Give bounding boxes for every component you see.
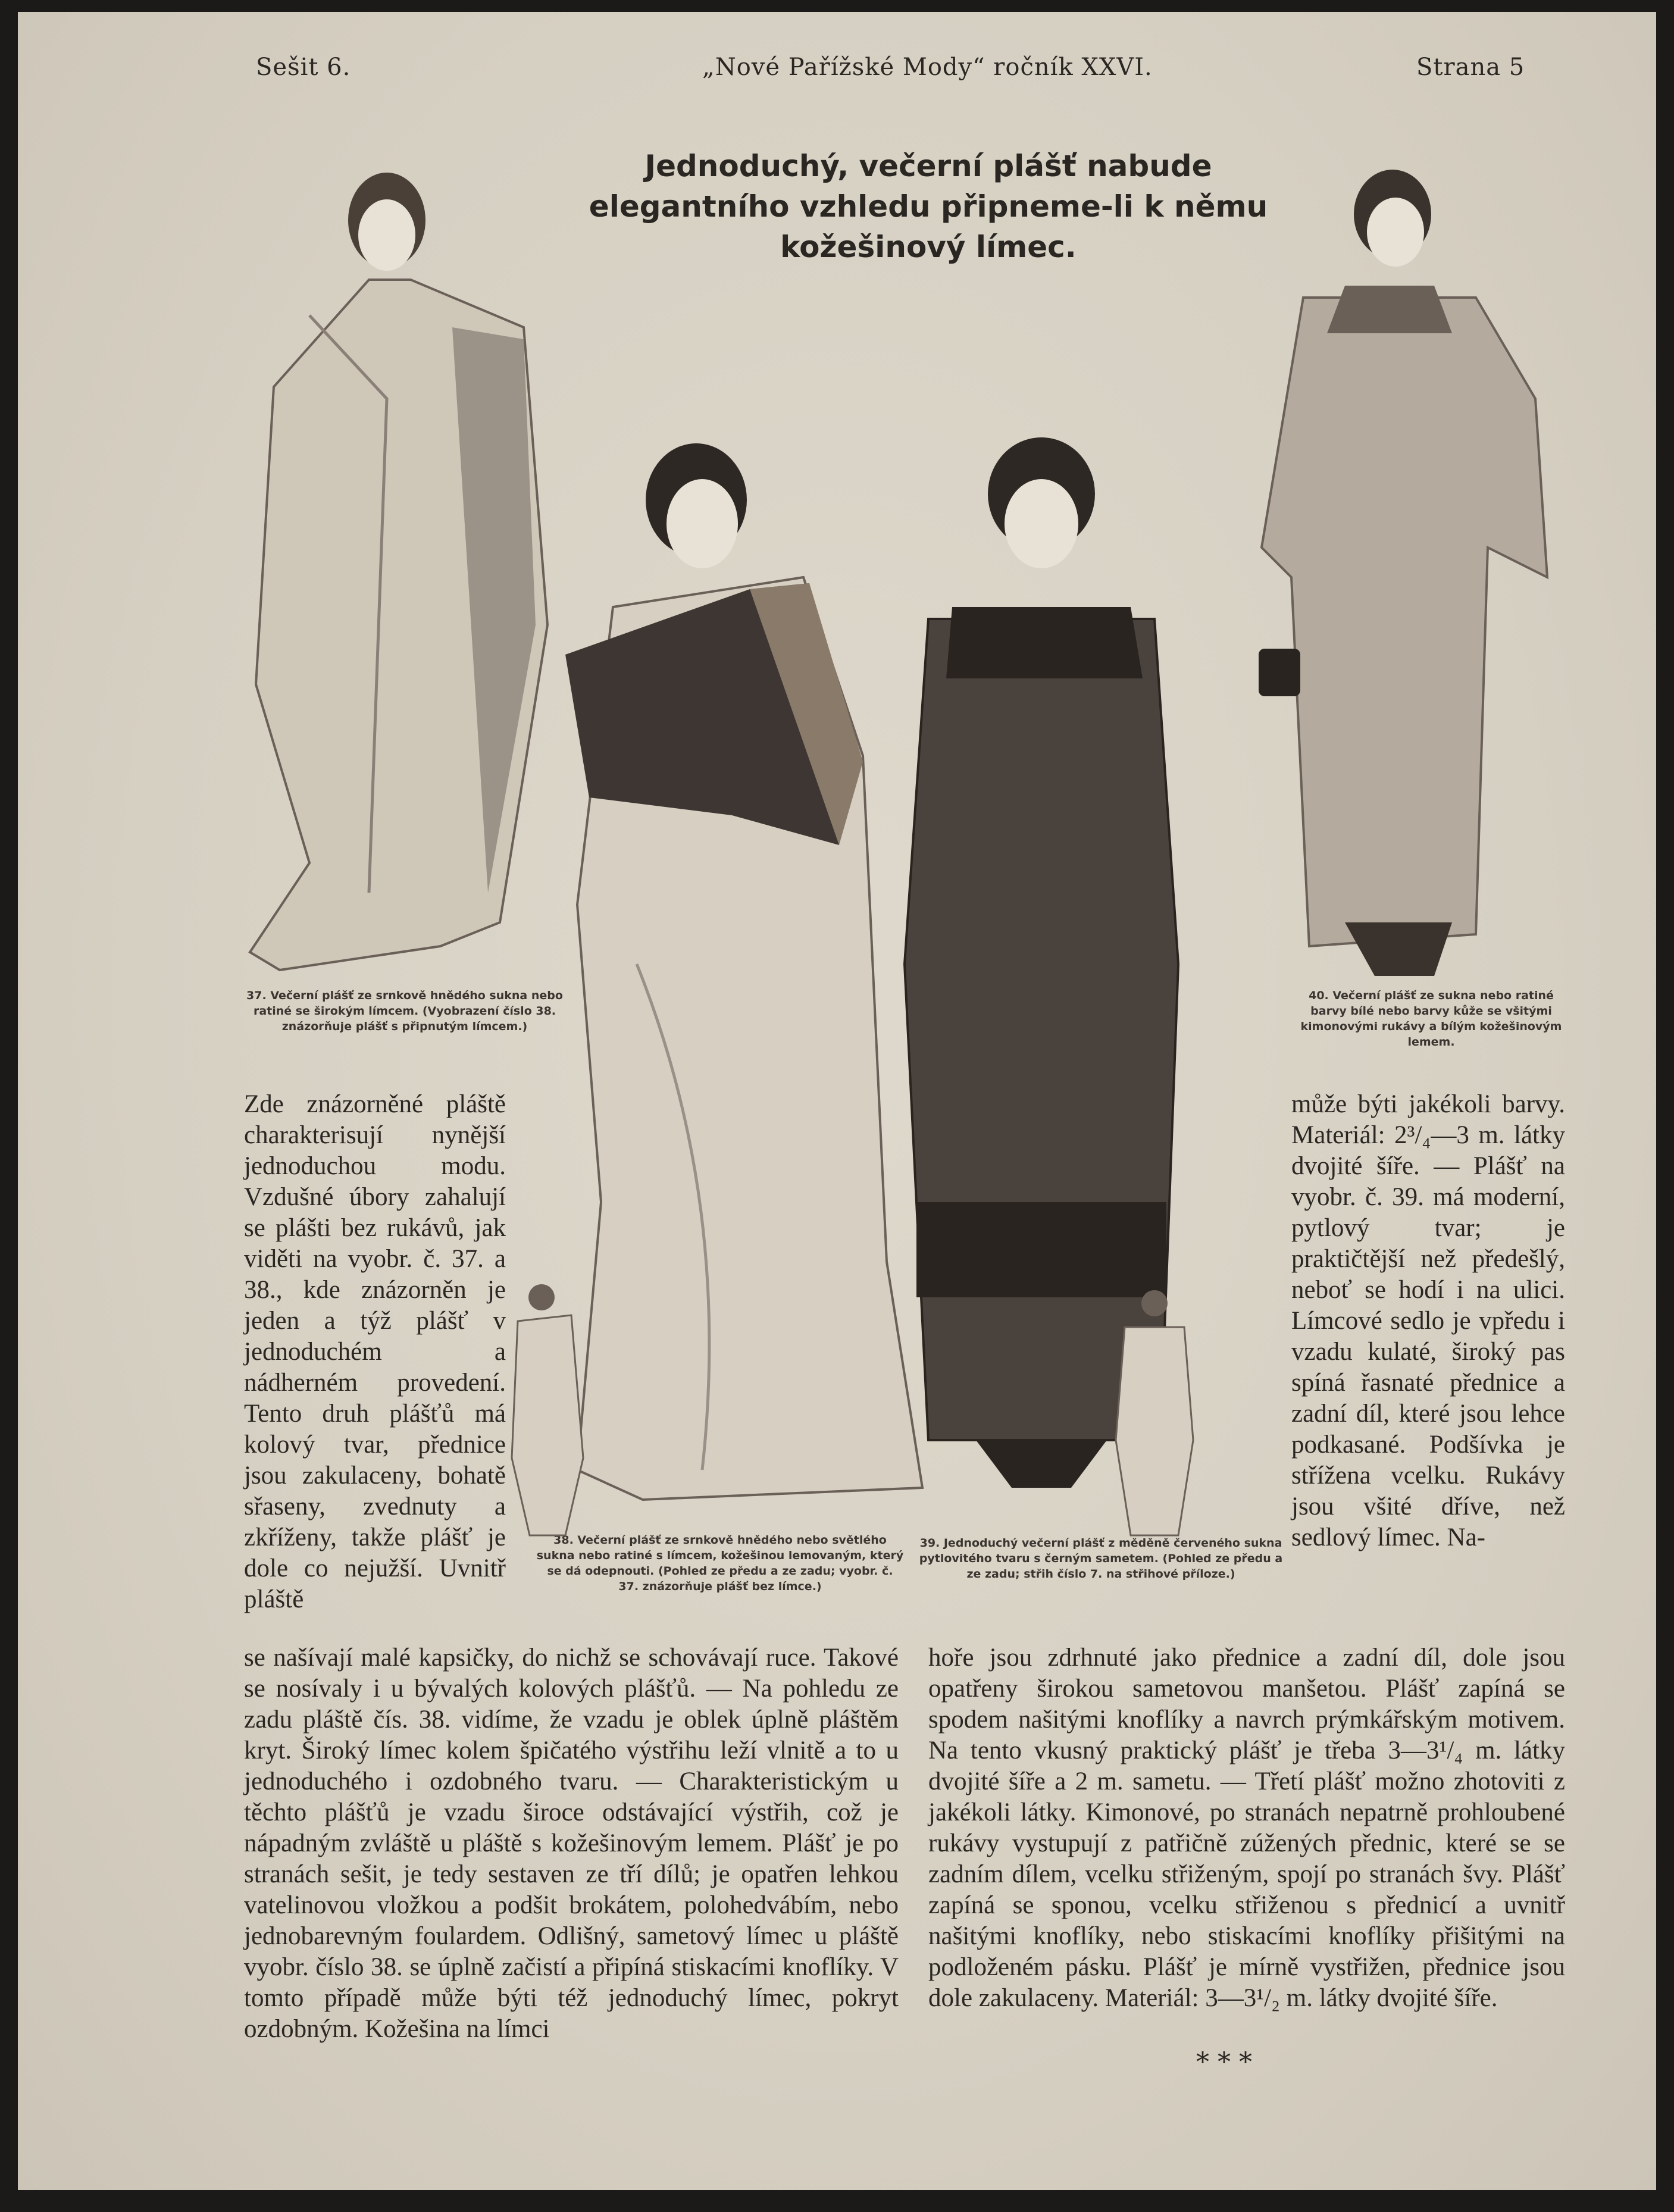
woman-in-kimono-coat-icon xyxy=(1226,161,1559,982)
header-center: „Nové Pařížské Mody“ ročník XXVI. xyxy=(702,54,1153,81)
page-title: Jednoduchý, večerní plášť nabude elegantního vzhledu připneme-li k němu kožešinový límec. xyxy=(589,149,1268,264)
woman-in-draped-cape-icon xyxy=(190,149,571,982)
figure-40-caption: 40. Večerní plášť ze sukna nebo ratiné barvy bílé nebo barvy kůže se všitými kimonovými rukávy a bílým kožešinovým lemem. xyxy=(1300,989,1562,1049)
figure-40-illustration xyxy=(1226,161,1559,982)
back-view-coat-icon xyxy=(1107,1285,1202,1541)
text-left-column xyxy=(244,1089,506,1615)
figure-37-caption: 37. Večerní plášť ze srnkově hnědého sukna nebo ratiné se širokým límcem. (Vyobrazení číslo 38. znázorňuje plášť s připnutým límcem.) xyxy=(246,989,563,1033)
paragraph: se našívají malé kapsičky, do nichž se schovávají ruce. Takové se nosívaly i u bývalých kolových plášťů. — Na pohledu ze zadu pláště čís. 38. vidíme, že vzadu je oblek úplně pláštěm kryt. Široký límec kolem špičatého výstřihu leží vlnitě a to u jednoduchého i ozdobného tvaru. — Charakteristickým u těchto plášťů je vzadu široce odstávající výstřih, což je nápadným zvláště u pláště s kožešinovým lemem. Plášť je po stranách sešit, je tedy sestaven ze tří dílů; je opatřen lehkou vatelinovou vložkou a podšit brokátem, polohedvábím, nebo jednobarevným foulardem. Odlišný, sametový límec u pláště vyobr. číslo 38. se úplně začistí a připíná stiskacími knoflíky. V tomto případě může býti též jednoduchý límec, pokryt ozdobným. Kožešina na límci xyxy=(244,1644,899,2043)
ornament-stars: * * * xyxy=(1196,2047,1252,2078)
header-left: Sešit 6. xyxy=(256,54,351,81)
paragraph: hoře jsou zdrhnuté jako přednice a zadní díl, dole jsou opatřeny širokou sametovou manšetou. Plášť zapíná se spodem našitými knoflíky a navrch prýmkářským motivem. Na tento vkusný praktický plášť je třeba 3—3¹/₄ m. látky dvojité šíře a 2 m. sametu. — Třetí plášť možno zhotoviti z jakékoli látky. Kimonové, po stranách nepatrně prohloubené rukávy vystupují z patřičně zúžených přednic, které se se zadním dílem, vcelku střiženým, spojí po stranách švy. Plášť zapíná se sponou, vcelku střiženou s přednicí a uvnitř našitými knoflíky, nebo stiskacími knoflíky přišitými na podloženém pásku. Plášť je mírně vystřižen, přednice jsou dole zakulaceny. Materiál: 3—3¹/₂ m. látky dvojité šíře. xyxy=(928,1644,1565,2012)
figure-39-back-view xyxy=(1107,1285,1202,1541)
figure-39-caption: 39. Jednoduchý večerní plášť z měděně červeného sukna pytlovitého tvaru s černým sametem. (Pohled ze předu a ze zadu; střih číslo 7. na střihové příloze.) xyxy=(919,1537,1283,1581)
text-bottom-left xyxy=(244,1642,899,2045)
magazine-page xyxy=(18,12,1656,2190)
header-right: Strana 5 xyxy=(1416,54,1525,81)
back-view-cape-icon xyxy=(506,1279,589,1541)
text-right-column xyxy=(1291,1089,1565,1553)
figure-37-illustration xyxy=(190,149,571,982)
paragraph: může býti jakékoli barvy. Materiál: 2³/₄—3 m. látky dvojité šíře. — Plášť na vyobr. č. 39. má moderní, pytlový tvar; je praktičtější než předešlý, neboť se hodí i na ulici. Límcové sedlo je vpředu i vzadu kulaté, široký pas spíná řasnaté přednice a zadní díl, které jsou lehce podkasané. Podšívka je stříženа vcelku. Rukávy jsou všité dříve, než sedlový límec. Na- xyxy=(1291,1090,1565,1551)
woman-in-fur-collar-cape-icon xyxy=(553,428,934,1529)
figure-38-illustration xyxy=(553,428,934,1529)
figure-38-caption: 38. Večerní plášť ze srnkově hnědého nebo světlého sukna nebo ratiné s límcem, kožešinou lemovaným, který se dá odepnouti. (Pohled ze předu a ze zadu; vyobr. č. 37. znázorňuje plášť bez límce.) xyxy=(536,1534,904,1593)
text-bottom-right xyxy=(928,1642,1565,2014)
paragraph: Zde znázorněné pláště charakterisují nynější jednoduchou modu. Vzdušné úbory zahalují se plášti bez rukávů, jak viděti na vyobr. č. 37. a 38., kde znázorněn je jeden a týž plášť v jednoduchém a nádherném provedení. Tento druh plášťů má kolový tvar, přednice jsou zakulaceny, bohatě sřaseny, zvednuty a zkříženy, takže plášť je dole co nejužší. Uvnitř pláště xyxy=(244,1090,506,1613)
figure-38-back-view xyxy=(506,1279,589,1541)
